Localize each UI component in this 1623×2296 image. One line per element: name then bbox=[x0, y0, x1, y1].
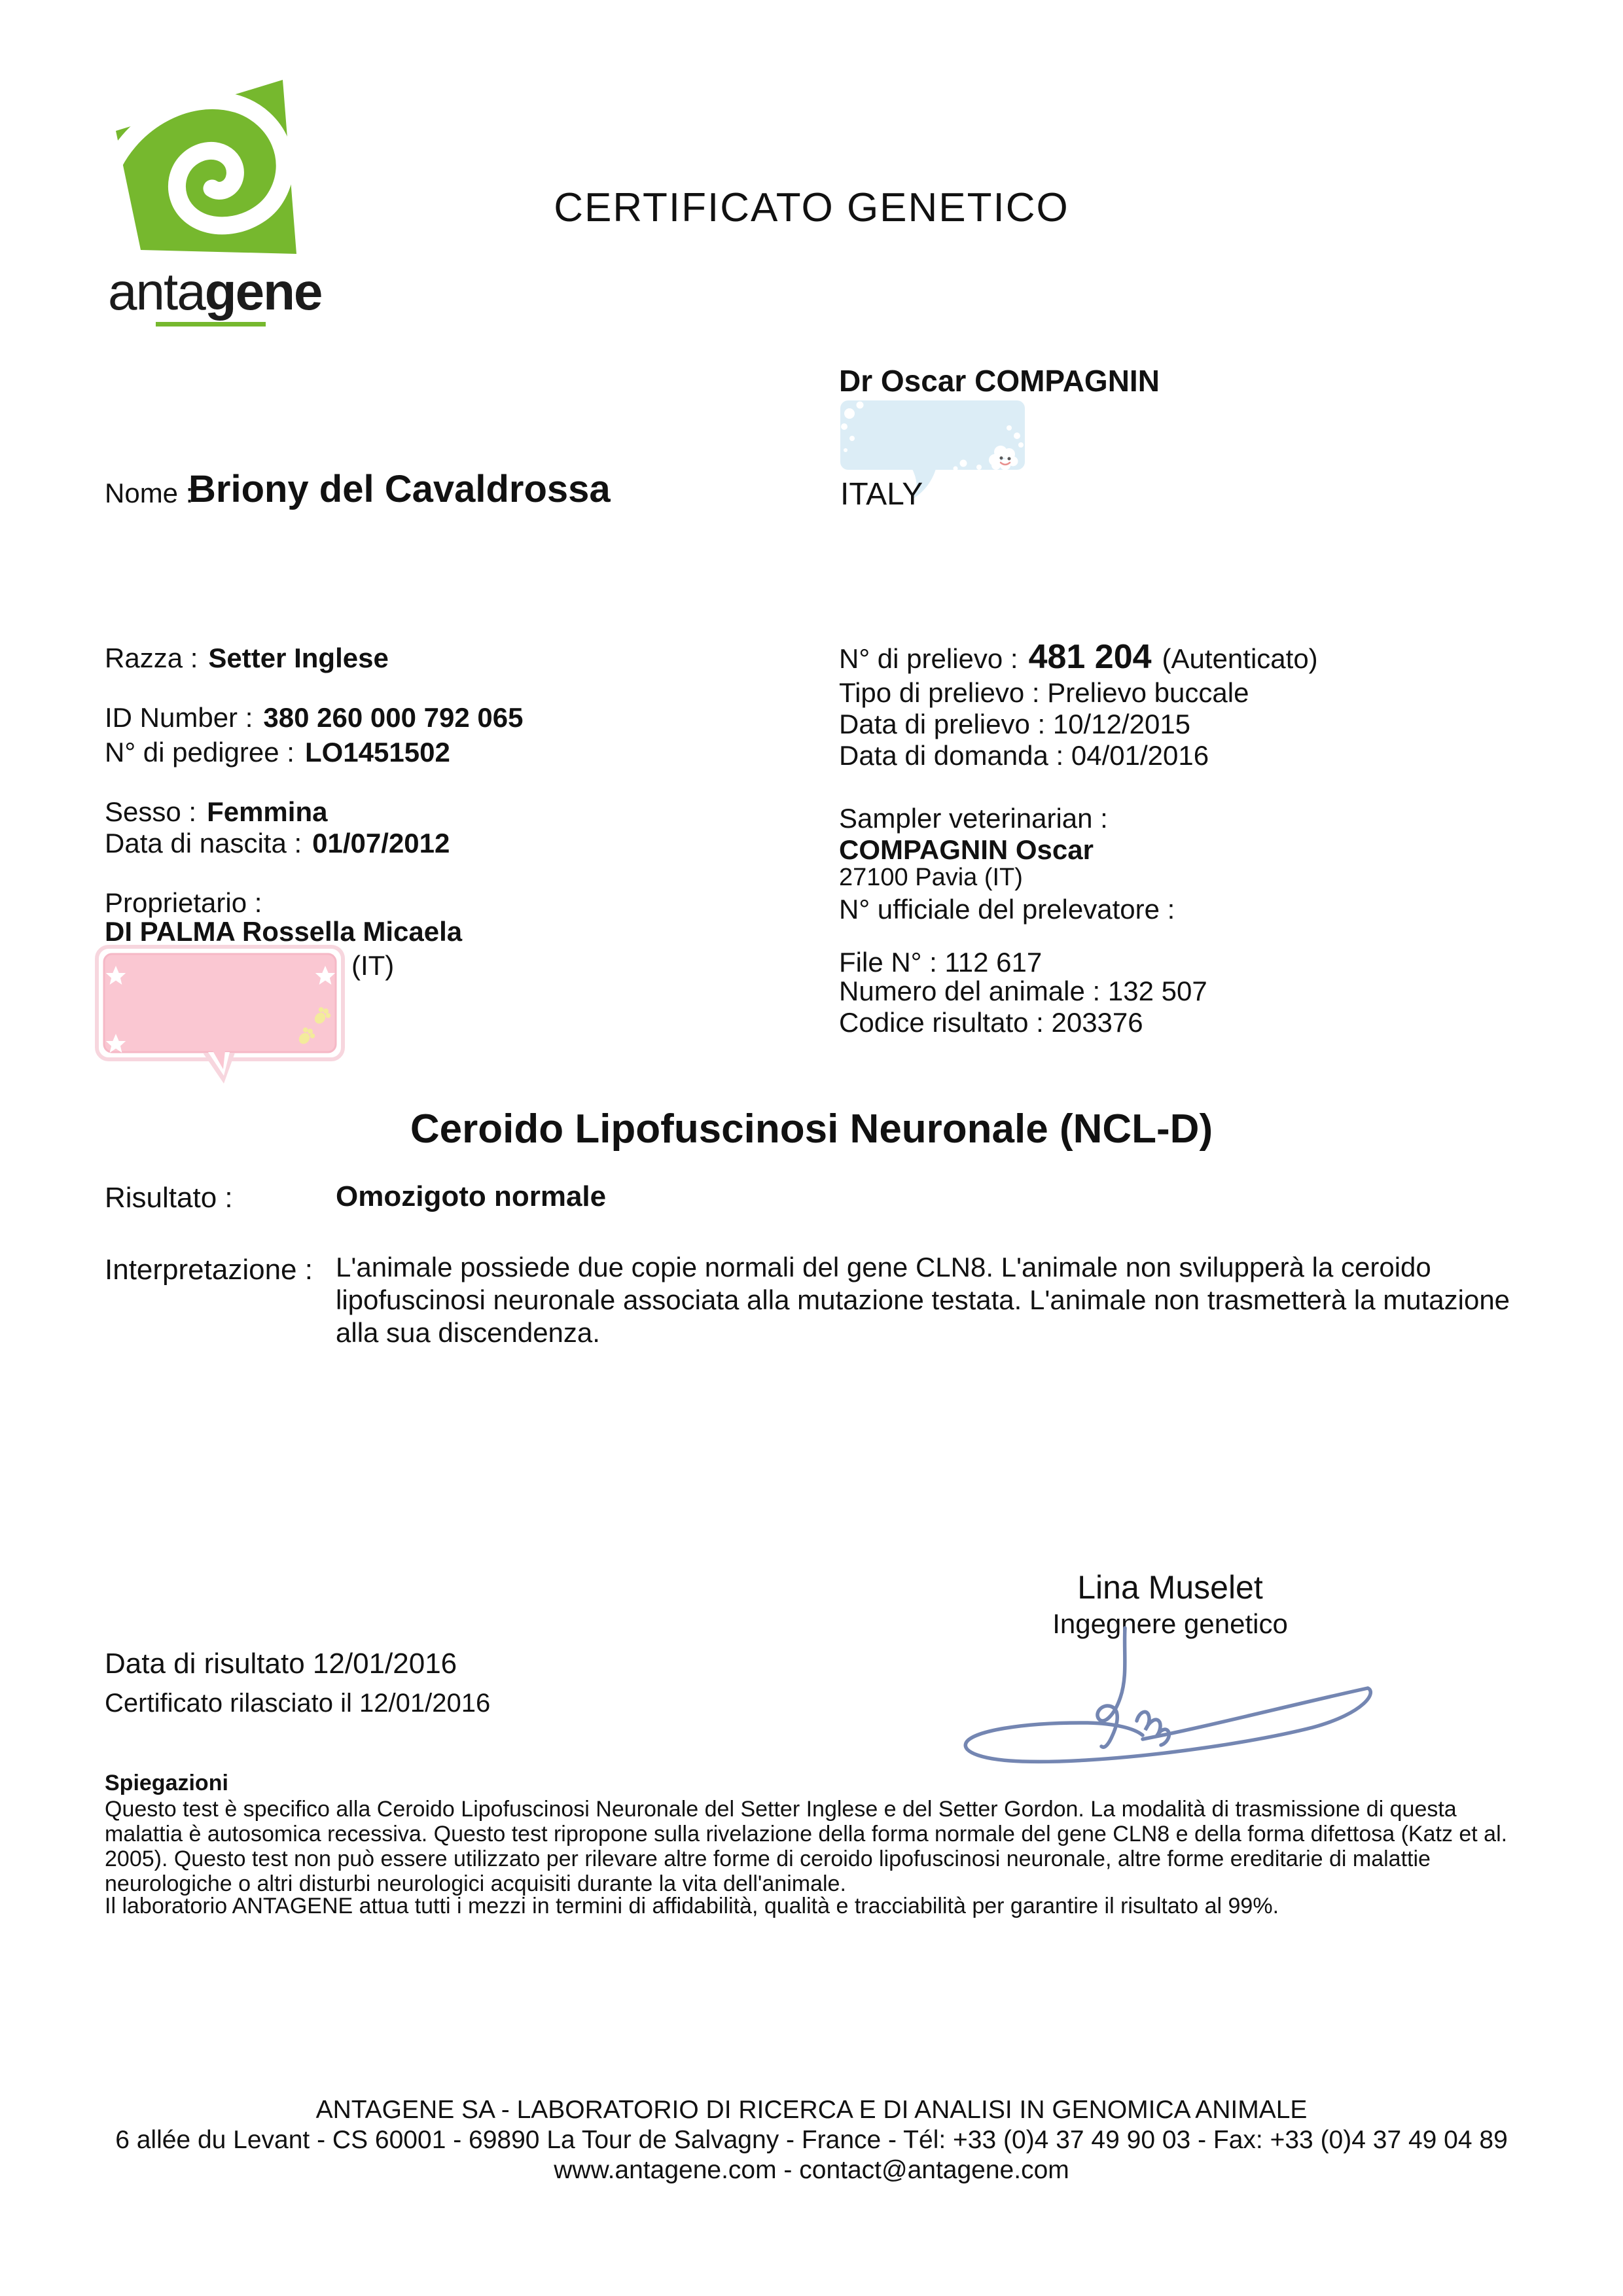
id-number-label: ID Number : bbox=[105, 702, 253, 733]
nascita-value: 01/07/2012 bbox=[312, 828, 450, 858]
sampler-name: COMPAGNIN Oscar bbox=[839, 834, 1094, 865]
proprietario-country: (IT) bbox=[351, 950, 395, 981]
signatory-name: Lina Muselet bbox=[1077, 1569, 1263, 1606]
footer-line3: www.antagene.com - contact@antagene.com bbox=[554, 2156, 1069, 2184]
sesso-label: Sesso : bbox=[105, 796, 197, 827]
interpretazione-text: L'animale possiede due copie normali del gene CLN8. L'animale non svilupperà la ceroido lipofuscinosi neuronale associata alla mutazione testata. L'animale non trasmetterà la mutazione alla sua discendenza. bbox=[336, 1252, 1510, 1348]
issue-date: Certificato rilasciato il 12/01/2016 bbox=[105, 1689, 491, 1718]
ufficiale-label: N° ufficiale del prelevatore : bbox=[839, 894, 1175, 925]
recipient-name: Dr Oscar COMPAGNIN bbox=[839, 364, 1160, 398]
proprietario-value: DI PALMA Rossella Micaela bbox=[105, 916, 463, 947]
sesso-value: Femmina bbox=[207, 796, 328, 827]
field-prelievo-number bbox=[839, 638, 1318, 677]
footer-line1: ANTAGENE SA - LABORATORIO DI RICERCA E DI ANALISI IN GENOMICA ANIMALE bbox=[315, 2096, 1308, 2124]
prelievo-label: N° di prelievo : bbox=[839, 643, 1018, 674]
signature-icon bbox=[942, 1616, 1414, 1786]
page-title: CERTIFICATO GENETICO bbox=[554, 185, 1069, 230]
field-data-prelievo: Data di prelievo : 10/12/2015 bbox=[839, 709, 1191, 739]
sampler-label: Sampler veterinarian : bbox=[839, 803, 1108, 834]
prelievo-number: 481 204 bbox=[1028, 638, 1152, 676]
field-razza bbox=[105, 643, 389, 674]
bubble-tail-icon bbox=[203, 1051, 235, 1084]
interpretazione-label: Interpretazione : bbox=[105, 1254, 313, 1286]
nome-label: Nome : bbox=[105, 478, 194, 508]
field-data-domanda: Data di domanda : 04/01/2016 bbox=[839, 740, 1209, 771]
risultato-label: Risultato : bbox=[105, 1182, 233, 1214]
field-nascita bbox=[105, 828, 450, 859]
result-date: Data di risultato 12/01/2016 bbox=[105, 1648, 457, 1680]
footer-line2: 6 allée du Levant - CS 60001 - 69890 La Tour de Salvagny - France - Tél: +33 (0)4 37 49 90 03 - Fax: +33 (0)4 37 49 04 89 bbox=[115, 2126, 1508, 2154]
animal-name: Briony del Cavaldrossa bbox=[188, 468, 611, 510]
pedigree-value: LO1451502 bbox=[304, 737, 450, 768]
brand-wordmark bbox=[108, 262, 321, 322]
explanations-body: Questo test è specifico alla Ceroido Lipofuscinosi Neuronale del Setter Inglese e del Setter Gordon. La modalità di trasmissione di questa malattia è autosomica recessiva. Questo test ripropone sulla rivelazione della forma normale del gene CLN8 e della forma difettosa (Katz et al. 2005). Questo test non può essere utilizzato per rilevare altre forme di ceroido lipofuscinosi neuronale, altre forme ereditarie di malattie neurologiche o altri disturbi neurologici acquisiti durante la vita dell'animale. bbox=[105, 1797, 1508, 1896]
prelievo-auth: (Autenticato) bbox=[1162, 643, 1318, 674]
razza-label: Razza : bbox=[105, 643, 198, 673]
logo-underline bbox=[156, 322, 266, 327]
field-file-no: File N° : 112 617 bbox=[839, 947, 1043, 978]
pink-redaction-sticker bbox=[95, 945, 353, 1089]
risultato-value: Omozigoto normale bbox=[336, 1180, 607, 1212]
id-number-value: 380 260 000 792 065 bbox=[263, 702, 524, 733]
footer bbox=[0, 2095, 1623, 2185]
razza-value: Setter Inglese bbox=[208, 643, 389, 673]
nascita-label: Data di nascita : bbox=[105, 828, 302, 858]
pedigree-label: N° di pedigree : bbox=[105, 737, 294, 768]
test-heading: Ceroido Lipofuscinosi Neuronale (NCL-D) bbox=[410, 1106, 1213, 1152]
brand-regular: anta bbox=[108, 262, 205, 321]
field-id-number bbox=[105, 702, 523, 733]
field-pedigree bbox=[105, 737, 450, 768]
field-sesso bbox=[105, 796, 327, 828]
explanations-guarantee: Il laboratorio ANTAGENE attua tutti i mezzi in termini di affidabilità, qualità e tracciabilità per garantire il risultato al 99%. bbox=[105, 1894, 1279, 1918]
explanations-heading: Spiegazioni bbox=[105, 1771, 228, 1795]
field-animal-no: Numero del animale : 132 507 bbox=[839, 976, 1207, 1006]
field-tipo-prelievo: Tipo di prelievo : Prelievo buccale bbox=[839, 677, 1249, 708]
logo-spiral-icon bbox=[108, 69, 304, 262]
brand-bold: gene bbox=[204, 262, 322, 321]
signatory-role: Ingegnere genetico bbox=[1052, 1608, 1288, 1639]
sampler-city: 27100 Pavia (IT) bbox=[839, 864, 1023, 891]
field-result-code: Codice risultato : 203376 bbox=[839, 1007, 1143, 1038]
proprietario-label: Proprietario : bbox=[105, 887, 262, 918]
recipient-country: ITALY bbox=[840, 477, 923, 512]
